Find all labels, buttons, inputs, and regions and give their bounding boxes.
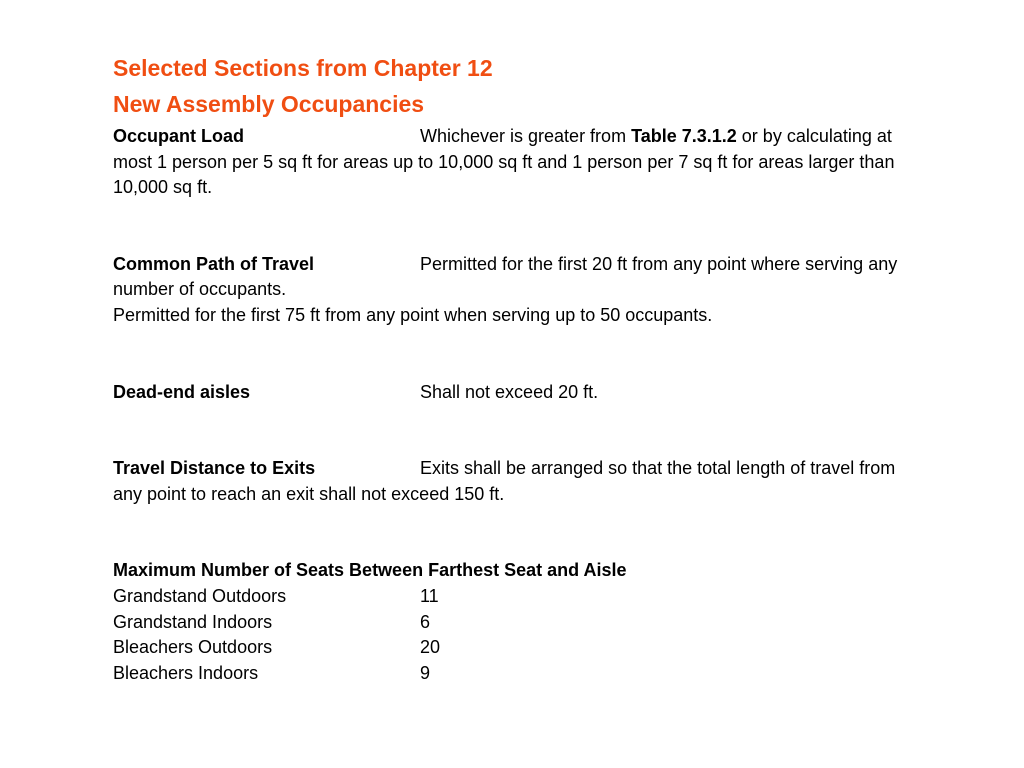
seat-row-label: Grandstand Indoors (113, 611, 273, 632)
travel-distance-text: Exits shall be arranged so that the total length of travel from any point to reach an exit shall not exceed 150 ft. (113, 458, 896, 504)
seat-row-value: 9 (420, 662, 431, 683)
table-reference: Table 7.3.1.2 (631, 126, 737, 146)
section-max-seats (113, 558, 913, 686)
slide-title-line-1: Selected Sections from Chapter 12 (113, 55, 493, 81)
common-path-label: Common Path of Travel (113, 253, 315, 274)
slide-content (113, 124, 913, 686)
seat-row (113, 635, 913, 661)
section-dead-end (113, 380, 913, 406)
dead-end-text: Shall not exceed 20 ft. (420, 381, 599, 402)
seat-row (113, 661, 913, 687)
slide (113, 50, 913, 686)
common-path-text-1: Permitted for the first 20 ft from any point where serving any number of occupants. (113, 253, 898, 300)
slide-title-line-2: New Assembly Occupancies (113, 91, 425, 117)
seat-row-label: Bleachers Indoors (113, 662, 259, 683)
max-seats-heading: Maximum Number of Seats Between Farthest Seat and Aisle (113, 560, 627, 581)
seat-row (113, 584, 913, 610)
seat-row-value: 6 (420, 611, 431, 632)
common-path-text-2: Permitted for the first 75 ft from any point when serving up to 50 occupants. (113, 304, 713, 325)
section-occupant-load (113, 124, 913, 201)
seat-row (113, 610, 913, 636)
seat-row-value: 11 (420, 585, 439, 606)
section-common-path (113, 252, 913, 329)
occupant-load-label: Occupant Load (113, 126, 245, 146)
travel-distance-label: Travel Distance to Exits (113, 458, 316, 479)
seat-row-label: Bleachers Outdoors (113, 637, 273, 658)
occupant-load-text-after: or by calculating at most 1 person per 5 sq ft for areas up to 10,000 sq ft and 1 person per 7 sq ft for areas larger than 10,000 sq ft. (113, 126, 895, 198)
dead-end-label: Dead-end aisles (113, 381, 251, 402)
occupant-load-text-before: Whichever is greater from (420, 126, 632, 146)
seat-row-value: 20 (420, 637, 441, 658)
section-travel-distance (113, 456, 913, 507)
seat-row-label: Grandstand Outdoors (113, 585, 287, 606)
